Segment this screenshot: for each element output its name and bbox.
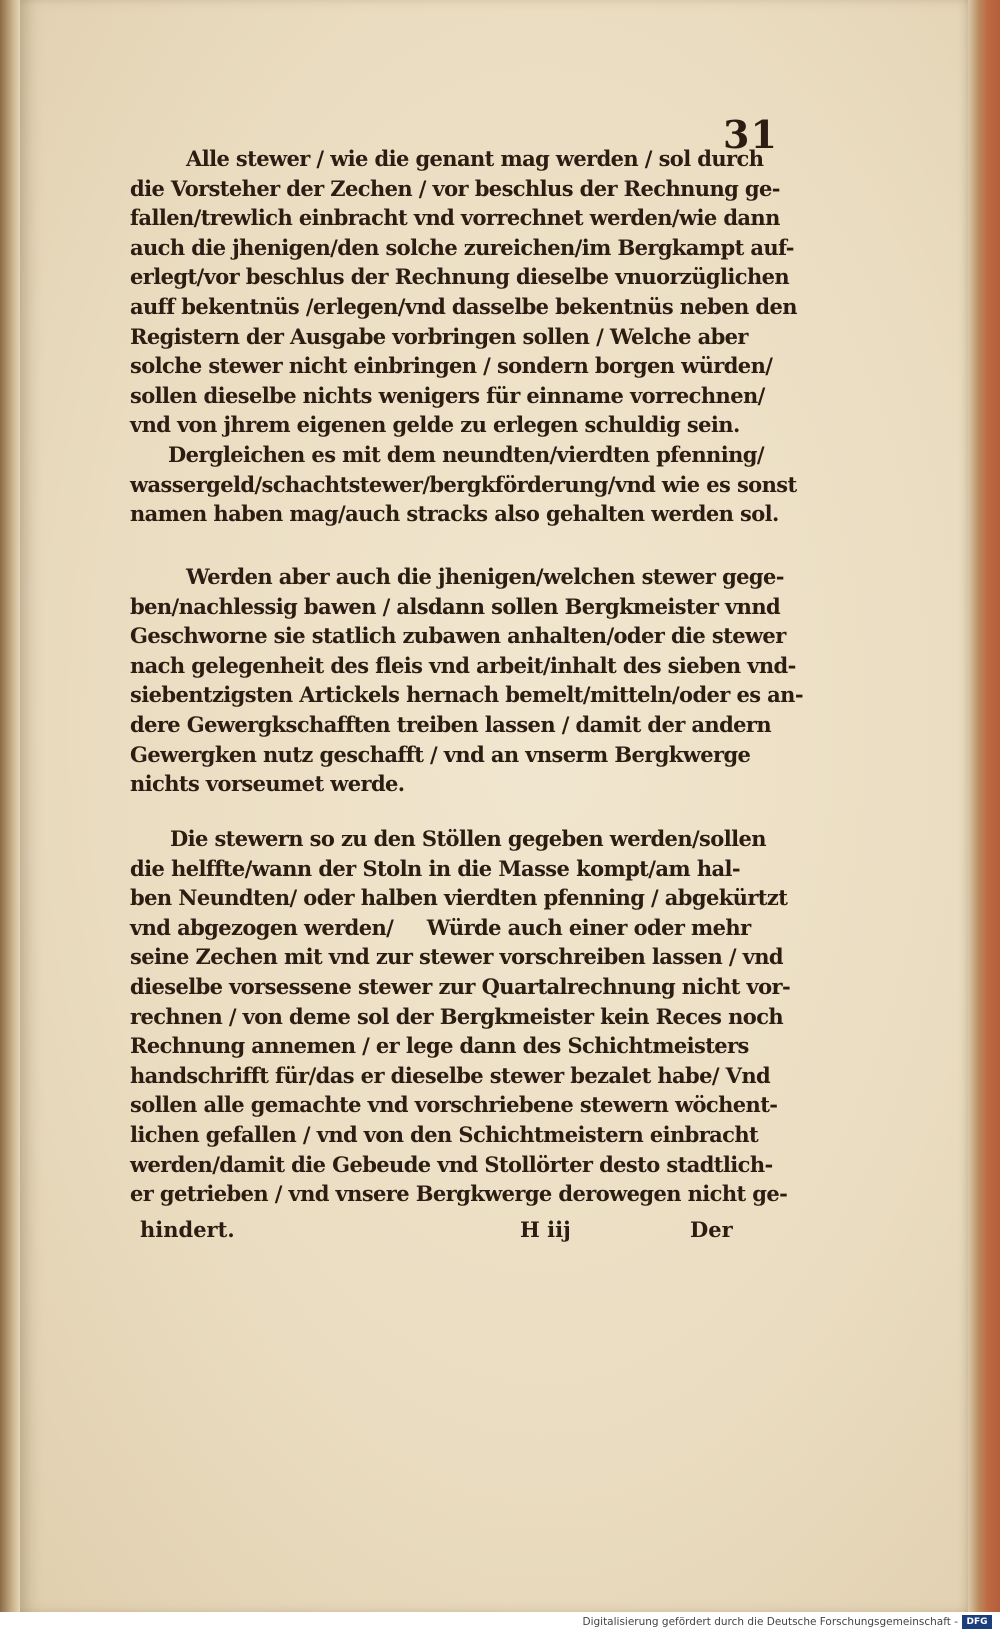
- text-line: Werden aber auch die jhenigen/welchen stewer gege-: [186, 564, 784, 589]
- text-line: vnd abgezogen werden/ Würde auch einer oder mehr: [130, 914, 751, 940]
- text-line: die Vorsteher der Zechen / vor beschlus der Rechnung ge-: [130, 175, 780, 201]
- text-line: Rechnung annemen / er lege dann des Schichtmeisters: [130, 1033, 749, 1059]
- text-line: nach gelegenheit des fleis vnd arbeit/inhalt des sieben vnd-: [130, 652, 796, 678]
- page-edge: [968, 0, 1000, 1612]
- text-line: die helffte/wann der Stoln in die Masse kompt/am hal-: [130, 855, 740, 881]
- book-gutter: [0, 0, 20, 1612]
- text-line: dere Gewergkschafften treiben lassen / damit der andern: [130, 711, 772, 737]
- text-line: dieselbe vorsessene stewer zur Quartalrechnung nicht vor-: [130, 973, 791, 999]
- text-line: lichen gefallen / vnd von den Schichtmeistern einbracht: [130, 1121, 759, 1147]
- text-line: Dergleichen es mit dem neundten/vierdten pfenning/: [168, 441, 764, 467]
- page-number: 31: [723, 112, 778, 157]
- signature-mark: H iij: [520, 1217, 571, 1242]
- text-line: erlegt/vor beschlus der Rechnung dieselbe vnuorzüglichen: [130, 264, 790, 290]
- text-line: Alle stewer / wie die genant mag werden / sol durch: [186, 146, 764, 171]
- text-line: ben Neundten/ oder halben vierdten pfenning / abgekürtzt: [130, 885, 788, 911]
- text-line: Gewergken nutz geschafft / vnd an vnserm Bergkwerge: [130, 741, 751, 767]
- catchword: Der: [690, 1217, 733, 1242]
- text-line: namen haben mag/auch stracks also gehalten werden sol.: [130, 501, 779, 527]
- text-line: Geschworne sie statlich zubawen anhalten/oder die stewer: [130, 623, 786, 649]
- paragraph-2: [130, 562, 803, 799]
- text-line: vnd von jhrem eigenen gelde zu erlegen schuldig sein.: [130, 412, 740, 438]
- text-line: wassergeld/schachtstewer/bergkförderung/vnd wie es sonst: [130, 471, 797, 497]
- text-line: er getrieben / vnd vnsere Bergkwerge derowegen nicht ge-: [130, 1181, 788, 1207]
- text-line: handschrifft für/das er dieselbe stewer bezalet habe/ Vnd: [130, 1062, 771, 1088]
- text-line: auch die jhenigen/den solche zureichen/im Bergkampt auf-: [130, 234, 794, 260]
- text-line: sollen dieselbe nichts wenigers für einname vorrechnen/: [130, 382, 765, 408]
- text-line: Registern der Ausgabe vorbringen sollen / Welche aber: [130, 323, 748, 349]
- text-line: werden/damit die Gebeude vnd Stollörter desto stadtlich-: [130, 1151, 773, 1177]
- text-line: seine Zechen mit vnd zur stewer vorschreiben lassen / vnd: [130, 944, 784, 970]
- text-line: sollen alle gemachte vnd vorschriebene stewern wöchent-: [130, 1092, 778, 1118]
- text-line: rechnen / von deme sol der Bergkmeister kein Reces noch: [130, 1003, 784, 1029]
- text-line: solche stewer nicht einbringen / sondern borgen würden/: [130, 353, 773, 379]
- text-line: fallen/trewlich einbracht vnd vorrechnet werden/wie dann: [130, 205, 780, 231]
- dfg-logo: DFG: [962, 1615, 992, 1629]
- paragraph-1: [130, 144, 797, 529]
- text-line: auff bekentnüs /erlegen/vnd dasselbe bekentnüs neben den: [130, 293, 797, 319]
- paragraph-3: [130, 824, 791, 1209]
- text-line: ben/nachlessig bawen / alsdann sollen Bergkmeister vnnd: [130, 593, 781, 619]
- last-word: hindert.: [140, 1217, 235, 1242]
- text-line: nichts vorseumet werde.: [130, 771, 405, 797]
- funding-credit: Digitalisierung gefördert durch die Deutsche Forschungsgemeinschaft -: [582, 1616, 958, 1628]
- text-line: Die stewern so zu den Stöllen gegeben werden/sollen: [170, 826, 766, 851]
- text-line: siebentzigsten Artickels hernach bemelt/mitteln/oder es an-: [130, 682, 803, 708]
